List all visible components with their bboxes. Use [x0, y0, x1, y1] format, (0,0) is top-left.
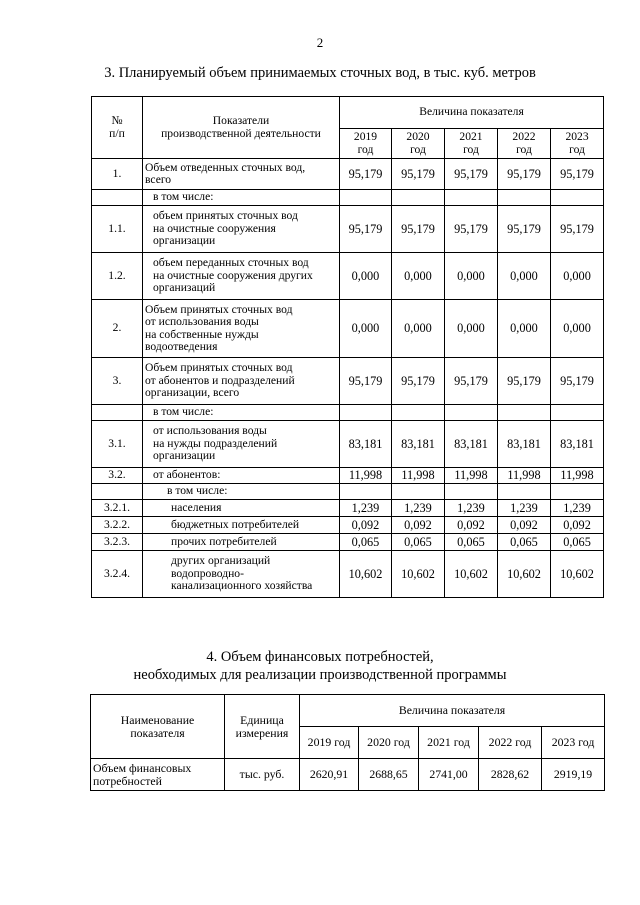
- value-cell: [498, 405, 551, 421]
- value-cell: [340, 405, 392, 421]
- value-cell: 10,602: [445, 551, 498, 598]
- value-cell: 11,998: [340, 468, 392, 484]
- value-cell: 11,998: [445, 468, 498, 484]
- value-cell: 0,092: [445, 517, 498, 534]
- value-cell: 0,000: [551, 253, 604, 300]
- value-cell: 1,239: [498, 500, 551, 517]
- row-number: 3.: [92, 358, 143, 405]
- value-cell: 2828,62: [479, 759, 542, 791]
- row-label: в том числе:: [143, 190, 340, 206]
- value-cell: [392, 190, 445, 206]
- column-header-value: Величина показателя: [300, 695, 605, 727]
- column-header-year: 2021 год: [419, 727, 479, 759]
- table-row: [92, 551, 604, 598]
- row-label: бюджетных потребителей: [143, 517, 340, 534]
- value-cell: 95,179: [340, 206, 392, 253]
- row-number: 3.2.: [92, 468, 143, 484]
- row-label: Объем принятых сточных вод от абонентов и подразделений организации, всего: [143, 358, 340, 405]
- value-cell: 0,092: [340, 517, 392, 534]
- column-header-value: Величина показателя: [340, 97, 604, 129]
- value-cell: 83,181: [392, 421, 445, 468]
- value-cell: 0,092: [392, 517, 445, 534]
- table-row: [92, 500, 604, 517]
- value-cell: [392, 484, 445, 500]
- value-cell: 95,179: [340, 159, 392, 190]
- value-cell: [551, 484, 604, 500]
- value-cell: 0,000: [551, 300, 604, 358]
- column-header-year: 2020 год: [359, 727, 419, 759]
- value-cell: 83,181: [445, 421, 498, 468]
- row-number: 3.1.: [92, 421, 143, 468]
- column-header-year: 2019 год: [300, 727, 359, 759]
- value-cell: 95,179: [498, 358, 551, 405]
- column-header-year: 2022 год: [479, 727, 542, 759]
- table-row: [92, 253, 604, 300]
- value-cell: 0,000: [498, 253, 551, 300]
- value-cell: 95,179: [445, 206, 498, 253]
- column-header-year: 2021 год: [445, 129, 498, 159]
- value-cell: 1,239: [392, 500, 445, 517]
- table-row: [92, 159, 604, 190]
- value-cell: [445, 405, 498, 421]
- page-number: 2: [316, 35, 324, 50]
- row-label: других организаций водопроводно- канализационного хозяйства: [143, 551, 340, 598]
- row-number: 1.1.: [92, 206, 143, 253]
- value-cell: [498, 190, 551, 206]
- row-number: [92, 405, 143, 421]
- table-row: [92, 405, 604, 421]
- table-row: [92, 534, 604, 551]
- column-header-year: 2020 год: [392, 129, 445, 159]
- row-number: 3.2.1.: [92, 500, 143, 517]
- value-cell: 10,602: [392, 551, 445, 598]
- value-cell: 0,000: [340, 300, 392, 358]
- row-number: [92, 190, 143, 206]
- row-label: населения: [143, 500, 340, 517]
- row-label: объем переданных сточных вод на очистные сооружения других организаций: [143, 253, 340, 300]
- value-cell: 0,000: [340, 253, 392, 300]
- row-label: прочих потребителей: [143, 534, 340, 551]
- value-cell: 1,239: [340, 500, 392, 517]
- table-row: [92, 517, 604, 534]
- value-cell: [498, 484, 551, 500]
- value-cell: 95,179: [392, 358, 445, 405]
- value-cell: 0,065: [551, 534, 604, 551]
- section-3-title: 3. Планируемый объем принимаемых сточных вод, в тыс. куб. метров: [104, 65, 536, 81]
- financial-needs-table: [90, 694, 605, 791]
- value-cell: 83,181: [340, 421, 392, 468]
- table-row: [92, 421, 604, 468]
- value-cell: 0,000: [498, 300, 551, 358]
- table-row: [92, 190, 604, 206]
- value-cell: 2620,91: [300, 759, 359, 791]
- value-cell: 95,179: [340, 358, 392, 405]
- value-cell: [392, 405, 445, 421]
- row-label: Объем принятых сточных вод от использования воды на собственные нужды водоотведения: [143, 300, 340, 358]
- value-cell: 95,179: [445, 358, 498, 405]
- value-cell: 11,998: [498, 468, 551, 484]
- value-cell: 0,092: [551, 517, 604, 534]
- value-cell: 0,000: [392, 253, 445, 300]
- value-cell: 83,181: [498, 421, 551, 468]
- value-cell: [445, 484, 498, 500]
- value-cell: 95,179: [392, 206, 445, 253]
- value-cell: 11,998: [392, 468, 445, 484]
- value-cell: 10,602: [551, 551, 604, 598]
- table-row: [91, 759, 605, 791]
- value-cell: 2688,65: [359, 759, 419, 791]
- table-header-row: [92, 97, 604, 129]
- table-row: [92, 358, 604, 405]
- row-label: в том числе:: [143, 484, 340, 500]
- column-header-year: 2023 год: [542, 727, 605, 759]
- row-number: 1.2.: [92, 253, 143, 300]
- row-number: 1.: [92, 159, 143, 190]
- value-cell: 95,179: [551, 358, 604, 405]
- section-4-title: 4. Объем финансовых потребностей, необходимых для реализации производственной программы: [133, 649, 507, 683]
- value-cell: 2919,19: [542, 759, 605, 791]
- value-cell: 83,181: [551, 421, 604, 468]
- value-cell: 10,602: [498, 551, 551, 598]
- table-header-row: [91, 695, 605, 727]
- row-label: в том числе:: [143, 405, 340, 421]
- value-cell: 0,000: [445, 253, 498, 300]
- row-number: [92, 484, 143, 500]
- value-cell: 0,092: [498, 517, 551, 534]
- column-header-name: Наименование показателя: [91, 695, 225, 759]
- table-row: [92, 468, 604, 484]
- value-cell: 95,179: [392, 159, 445, 190]
- value-cell: 0,065: [445, 534, 498, 551]
- column-header-indicator: Показатели производственной деятельности: [143, 97, 340, 159]
- column-header-number: № п/п: [92, 97, 143, 159]
- row-label: объем принятых сточных вод на очистные сооружения организации: [143, 206, 340, 253]
- value-cell: [340, 484, 392, 500]
- value-cell: [551, 190, 604, 206]
- column-header-year: 2019 год: [340, 129, 392, 159]
- unit-cell: тыс. руб.: [225, 759, 300, 791]
- row-number: 3.2.3.: [92, 534, 143, 551]
- value-cell: 0,000: [392, 300, 445, 358]
- column-header-year: 2023 год: [551, 129, 604, 159]
- value-cell: 0,065: [498, 534, 551, 551]
- value-cell: 1,239: [445, 500, 498, 517]
- row-number: 3.2.4.: [92, 551, 143, 598]
- value-cell: 95,179: [551, 159, 604, 190]
- value-cell: [445, 190, 498, 206]
- wastewater-volume-table: [91, 96, 604, 598]
- row-label: Объем отведенных сточных вод, всего: [143, 159, 340, 190]
- value-cell: 2741,00: [419, 759, 479, 791]
- row-number: 2.: [92, 300, 143, 358]
- row-label: от использования воды на нужды подразделений организации: [143, 421, 340, 468]
- value-cell: 95,179: [445, 159, 498, 190]
- row-number: 3.2.2.: [92, 517, 143, 534]
- value-cell: 0,065: [392, 534, 445, 551]
- table-row: [92, 206, 604, 253]
- table-row: [92, 484, 604, 500]
- row-label: Объем финансовых потребностей: [91, 759, 225, 791]
- value-cell: [340, 190, 392, 206]
- value-cell: 95,179: [498, 206, 551, 253]
- value-cell: 10,602: [340, 551, 392, 598]
- value-cell: 0,000: [445, 300, 498, 358]
- value-cell: 1,239: [551, 500, 604, 517]
- value-cell: 95,179: [551, 206, 604, 253]
- column-header-year: 2022 год: [498, 129, 551, 159]
- value-cell: [551, 405, 604, 421]
- row-label: от абонентов:: [143, 468, 340, 484]
- value-cell: 11,998: [551, 468, 604, 484]
- column-header-unit: Единица измерения: [225, 695, 300, 759]
- value-cell: 0,065: [340, 534, 392, 551]
- value-cell: 95,179: [498, 159, 551, 190]
- table-row: [92, 300, 604, 358]
